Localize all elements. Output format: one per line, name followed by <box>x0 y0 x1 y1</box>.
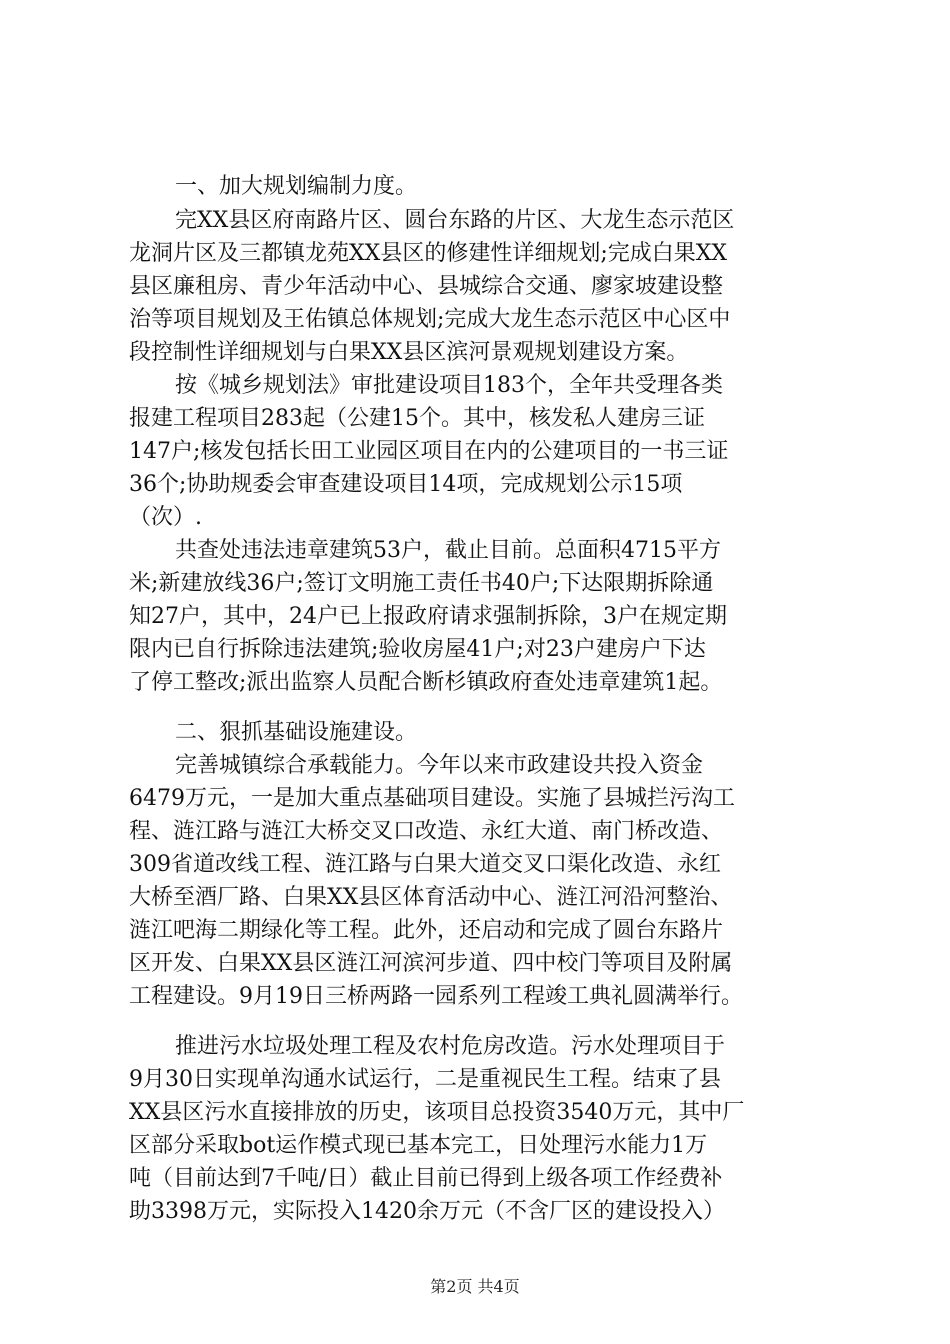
text-line: 程、涟江路与涟江大桥交叉口改造、永红大道、南门桥改造、 <box>129 819 724 844</box>
text-line: 涟江吧海二期绿化等工程。此外，还启动和完成了圆台东路片 <box>129 918 724 943</box>
paragraph <box>129 534 829 699</box>
text-line: 大桥至酒厂路、白果XX县区体育活动中心、涟江河沿河整治、 <box>129 885 733 910</box>
text-line: 限内已自行拆除违法建筑;验收房屋41户;对23户建房户下达 <box>129 637 706 662</box>
text-line: 县区廉租房、青少年活动中心、县城综合交通、廖家坡建设整 <box>129 274 724 299</box>
text-line: 米;新建放线36户;签订文明施工责任书40户;下达限期拆除通 <box>129 571 714 596</box>
section-heading: 二、狠抓基础设施建设。 <box>175 720 418 745</box>
paragraph <box>129 204 829 369</box>
page-number-footer: 第2页 共4页 <box>430 1277 520 1296</box>
section-heading: 一、加大规划编制力度。 <box>175 174 418 199</box>
text-line: 报建工程项目283起（公建15个。其中，核发私人建房三证 <box>129 406 705 431</box>
text-line: 区开发、白果XX县区涟江河滨河步道、四中校门等项目及附属 <box>129 951 733 976</box>
text-line: 147户;核发包括长田工业园区项目在内的公建项目的一书三证 <box>129 439 729 464</box>
paragraph <box>129 1030 829 1228</box>
text-line: 了停工整改;派出监察人员配合断杉镇政府查处违章建筑1起。 <box>129 670 723 695</box>
text-line: 6479万元，一是加大重点基础项目建设。实施了县城拦污沟工 <box>129 786 735 811</box>
text-line: （次）. <box>129 505 202 530</box>
text-line: 工程建设。9月19日三桥两路一园系列工程竣工典礼圆满举行。 <box>129 984 743 1009</box>
text-line: 完XX县区府南路片区、圆台东路的片区、大龙生态示范区 <box>175 208 735 233</box>
text-line: 段控制性详细规划与白果XX县区滨河景观规划建设方案。 <box>129 340 689 365</box>
text-line: 助3398万元，实际投入1420余万元（不含厂区的建设投入） <box>129 1199 725 1224</box>
text-line: 区部分采取bot运作模式现已基本完工，日处理污水能力1万 <box>129 1133 708 1158</box>
text-line: 治等项目规划及王佑镇总体规划;完成大龙生态示范区中心区中 <box>129 307 731 332</box>
text-line: 吨（目前达到7千吨/日）截止目前已得到上级各项工作经费补 <box>129 1166 723 1191</box>
text-line: 按《城乡规划法》审批建设项目183个，全年共受理各类 <box>175 373 723 398</box>
text-line: 9月30日实现单沟通水试运行，二是重视民生工程。结束了县 <box>129 1067 721 1092</box>
text-line: 推进污水垃圾处理工程及农村危房改造。污水处理项目于 <box>175 1034 726 1059</box>
text-line: 完善城镇综合承载能力。今年以来市政建设共投入资金 <box>175 753 704 778</box>
text-line: 共查处违法违章建筑53户，截止目前。总面积4715平方 <box>175 538 721 563</box>
paragraph <box>129 749 829 1013</box>
text-line: 36个;协助规委会审查建设项目14项，完成规划公示15项 <box>129 472 683 497</box>
paragraph <box>129 369 829 534</box>
text-line: 知27户，其中，24户已上报政府请求强制拆除，3户在规定期 <box>129 604 727 629</box>
text-line: XX县区污水直接排放的历史，该项目总投资3540万元，其中厂 <box>129 1100 745 1125</box>
text-line: 309省道改线工程、涟江路与白果大道交叉口渠化改造、永红 <box>129 852 721 877</box>
text-line: 龙洞片区及三都镇龙苑XX县区的修建性详细规划;完成白果XX <box>129 241 728 266</box>
document-body <box>129 170 829 1228</box>
